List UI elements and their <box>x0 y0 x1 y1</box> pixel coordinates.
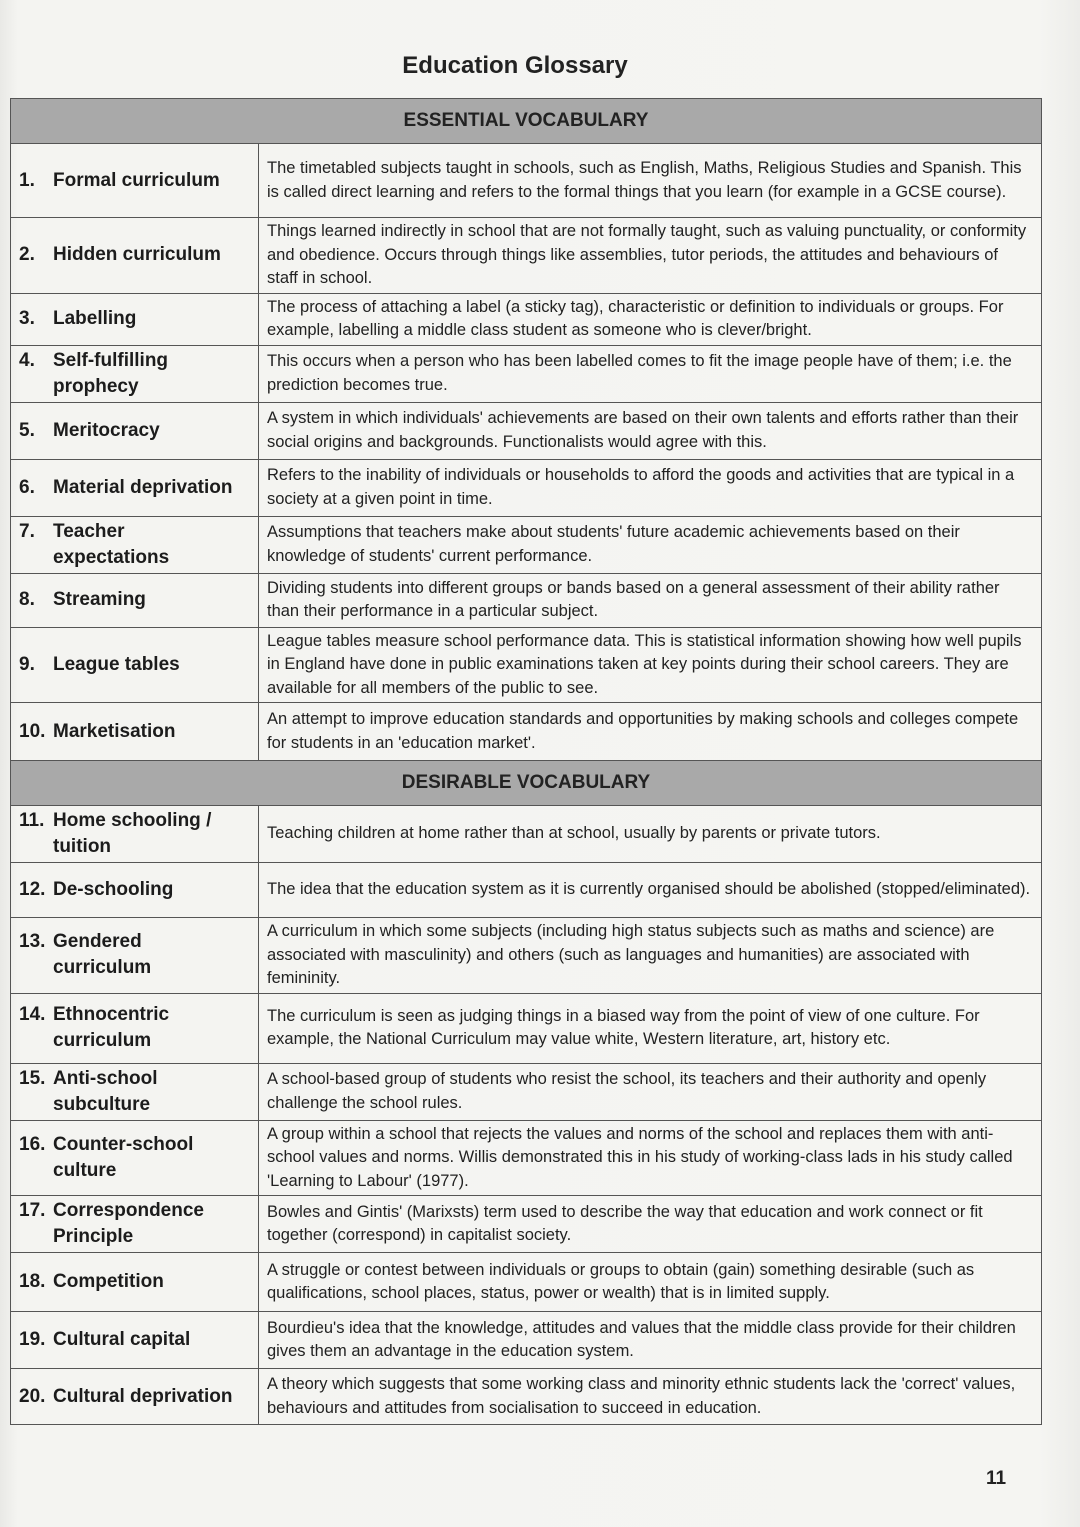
entry-number: 4. <box>19 349 35 371</box>
entry-term: Formal curriculum <box>53 169 220 191</box>
section-header-essential: ESSENTIAL VOCABULARY <box>11 99 1042 144</box>
term-cell <box>11 1369 259 1425</box>
entry-definition: League tables measure school performance data. This is statistical information showing how well pupils in England have done in public examinations taken at key points during their school careers. They are available for all members of the public to see. <box>259 627 1042 703</box>
glossary-row <box>11 918 1042 994</box>
term-cell <box>11 1120 259 1196</box>
page-number: 11 <box>986 1468 1007 1489</box>
entry-term: Labelling <box>53 308 137 329</box>
entry-term: Correspondence Principle <box>53 1200 204 1247</box>
entry-term: Gendered curriculum <box>53 931 152 979</box>
entry-number: 16. <box>19 1133 46 1155</box>
term-cell <box>11 144 259 218</box>
entry-number: 18. <box>19 1271 46 1292</box>
glossary-row <box>11 1253 1042 1312</box>
entry-definition: Teaching children at home rather than at school, usually by parents or private tutors. <box>259 806 1042 863</box>
term-cell <box>11 1063 259 1120</box>
entry-number: 7. <box>19 520 35 542</box>
entry-definition: The process of attaching a label (a sticky tag), characteristic or definition to individuals or groups. For example, labelling a middle class student as someone who is clever/bright. <box>259 293 1042 345</box>
glossary-row <box>11 218 1042 294</box>
term-cell <box>11 402 259 459</box>
entry-number: 3. <box>19 308 35 329</box>
term-cell <box>11 1253 259 1312</box>
term-cell <box>11 573 259 627</box>
section-header-row <box>11 99 1042 144</box>
entry-term: Self-fulfilling prophecy <box>53 349 169 397</box>
glossary-row <box>11 1369 1042 1425</box>
term-cell <box>11 863 259 918</box>
entry-definition: A theory which suggests that some working class and minority ethnic students lack the 'correct' values, behaviours and attitudes from socialisation to succeed in education. <box>259 1369 1042 1425</box>
glossary-row <box>11 573 1042 627</box>
entry-number: 19. <box>19 1329 46 1350</box>
entry-term: League tables <box>53 653 180 675</box>
entry-definition: Bowles and Gintis' (Marixsts) term used to describe the way that education and work connect or fit together (correspond) in capitalist society. <box>259 1196 1042 1253</box>
term-cell <box>11 806 259 863</box>
term-cell <box>11 218 259 294</box>
entry-definition: The timetabled subjects taught in schools, such as English, Maths, Religious Studies and Spanish. This is called direct learning and refers to the formal things that you learn (for example in a GCSE course). <box>259 144 1042 218</box>
entry-definition: Assumptions that teachers make about students' future academic achievements based on their knowledge of students' current performance. <box>259 516 1042 573</box>
entry-term: Home schooling / tuition <box>53 810 212 857</box>
entry-number: 17. <box>19 1200 46 1221</box>
entry-number: 8. <box>19 589 35 610</box>
entry-term: Hidden curriculum <box>53 244 221 266</box>
entry-term: Teacher expectations <box>53 520 170 568</box>
glossary-row <box>11 293 1042 345</box>
glossary-row <box>11 402 1042 459</box>
glossary-row <box>11 516 1042 573</box>
entry-definition: A curriculum in which some subjects (including high status subjects such as maths and science) are associated with masculinity) and others (such as languages and humanities) are associated with femininity. <box>259 918 1042 994</box>
term-cell <box>11 993 259 1063</box>
glossary-row <box>11 1312 1042 1369</box>
glossary-row <box>11 806 1042 863</box>
entry-number: 6. <box>19 476 35 498</box>
entry-term: Cultural capital <box>53 1329 191 1350</box>
entry-term: Competition <box>53 1271 164 1292</box>
section-header-row <box>11 761 1042 806</box>
section-header-desirable: DESIRABLE VOCABULARY <box>11 761 1042 806</box>
glossary-row <box>11 144 1042 218</box>
entry-term: Counter-school culture <box>53 1133 194 1181</box>
entry-definition: A system in which individuals' achievements are based on their own talents and efforts rather than their social origins and backgrounds. Functionalists would agree with this. <box>259 402 1042 459</box>
entry-definition: A school-based group of students who resist the school, its teachers and their authority and openly challenge the school rules. <box>259 1063 1042 1120</box>
entry-term: Ethnocentric curriculum <box>53 1004 170 1051</box>
entry-definition: Dividing students into different groups or bands based on a general assessment of their ability rather than their performance in a particular subject. <box>259 573 1042 627</box>
entry-definition: This occurs when a person who has been labelled comes to fit the image people have of them; i.e. the prediction becomes true. <box>259 345 1042 402</box>
term-cell <box>11 918 259 994</box>
glossary-row <box>11 863 1042 918</box>
entry-term: Meritocracy <box>53 419 160 441</box>
entry-number: 14. <box>19 1004 46 1025</box>
glossary-row <box>11 345 1042 402</box>
entry-definition: Refers to the inability of individuals or households to afford the goods and activities that are typical in a society at a given point in time. <box>259 459 1042 516</box>
glossary-row <box>11 1196 1042 1253</box>
entry-number: 13. <box>19 931 46 953</box>
term-cell <box>11 1312 259 1369</box>
entry-number: 20. <box>19 1385 46 1407</box>
term-cell <box>11 293 259 345</box>
entry-definition: A group within a school that rejects the values and norms of the school and replaces them with anti-school values and norms. Willis demonstrated this in his study of working-class lads in his study called 'Learning to Labour' (1977). <box>259 1120 1042 1196</box>
page-title: Education Glossary <box>402 52 628 79</box>
glossary-row <box>11 993 1042 1063</box>
entry-term: Cultural deprivation <box>53 1385 233 1407</box>
entry-number: 12. <box>19 879 46 900</box>
entry-number: 11. <box>19 810 45 831</box>
glossary-row <box>11 1063 1042 1120</box>
entry-number: 15. <box>19 1067 46 1089</box>
glossary-table <box>10 98 1042 1425</box>
glossary-row <box>11 1120 1042 1196</box>
term-cell <box>11 703 259 761</box>
entry-term: De-schooling <box>53 879 174 900</box>
entry-number: 10. <box>19 720 46 742</box>
term-cell <box>11 459 259 516</box>
entry-definition: An attempt to improve education standards and opportunities by making schools and colleges compete for students in an 'education market'. <box>259 703 1042 761</box>
entry-term: Anti-school subculture <box>53 1067 158 1115</box>
entry-definition: A struggle or contest between individuals or groups to obtain (gain) something desirable (such as qualifications, school places, status, power or wealth) that is in limited supply. <box>259 1253 1042 1312</box>
entry-number: 2. <box>19 244 35 266</box>
glossary-row <box>11 459 1042 516</box>
glossary-row <box>11 703 1042 761</box>
term-cell <box>11 516 259 573</box>
term-cell <box>11 1196 259 1253</box>
entry-definition: Things learned indirectly in school that are not formally taught, such as valuing punctuality, or conformity and obedience. Occurs through things like assemblies, tutor periods, the attitudes and behaviours of staff in school. <box>259 218 1042 294</box>
glossary-row <box>11 627 1042 703</box>
entry-definition: Bourdieu's idea that the knowledge, attitudes and values that the middle class provide for their children gives them an advantage in the education system. <box>259 1312 1042 1369</box>
term-cell <box>11 627 259 703</box>
entry-definition: The curriculum is seen as judging things in a biased way from the point of view of one culture. For example, the National Curriculum may value white, Western literature, art, history etc. <box>259 993 1042 1063</box>
entry-number: 5. <box>19 419 35 441</box>
entry-definition: The idea that the education system as it is currently organised should be abolished (stopped/eliminated). <box>259 863 1042 918</box>
entry-term: Material deprivation <box>53 476 233 498</box>
entry-number: 9. <box>19 653 35 675</box>
term-cell <box>11 345 259 402</box>
entry-number: 1. <box>19 169 35 191</box>
entry-term: Marketisation <box>53 720 176 742</box>
entry-term: Streaming <box>53 589 146 610</box>
